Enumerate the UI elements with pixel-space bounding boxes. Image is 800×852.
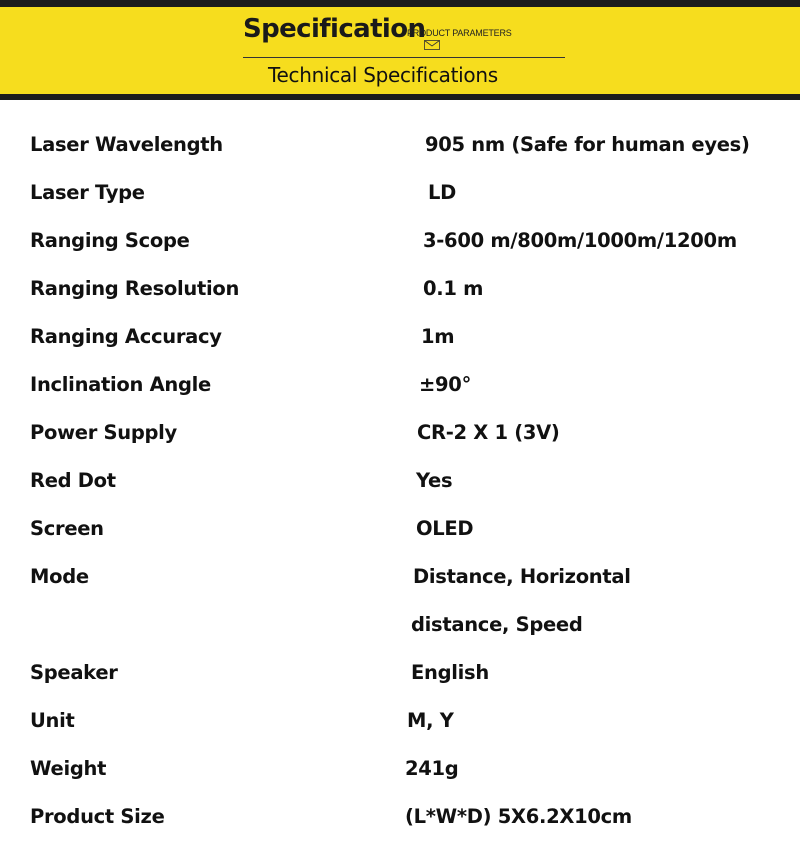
spec-value: Distance, Horizontal [413,565,631,588]
spec-value: (L*W*D) 5X6.2X10cm [405,805,632,828]
spec-row-laser-wavelength [0,121,800,169]
spec-value: Yes [416,469,453,492]
spec-value: 1m [421,325,455,348]
spec-row-product-size [0,793,800,841]
spec-label: Speaker [30,661,118,684]
spec-row-mode-continued [0,601,800,649]
spec-row-ranging-accuracy [0,313,800,361]
spec-label: Ranging Accuracy [30,325,222,348]
spec-value: LD [428,181,457,204]
spec-label: Ranging Scope [30,229,190,252]
spec-label: Power Supply [30,421,177,444]
spec-label: Laser Wavelength [30,133,223,156]
page-subtitle: Technical Specifications [268,63,498,87]
spec-label: Product Size [30,805,165,828]
spec-label: Inclination Angle [30,373,211,396]
spec-row-weight [0,745,800,793]
spec-value: OLED [416,517,474,540]
spec-row-unit [0,697,800,745]
spec-value: 3-600 m/800m/1000m/1200m [423,229,737,252]
envelope-icon [424,40,440,50]
spec-value: 905 nm (Safe for human eyes) [425,133,750,156]
spec-row-red-dot [0,457,800,505]
spec-label: Laser Type [30,181,145,204]
header-divider [243,57,565,58]
spec-label: Red Dot [30,469,116,492]
page-title: Specification [243,14,426,44]
spec-row-speaker [0,649,800,697]
spec-row-power-supply [0,409,800,457]
spec-row-ranging-scope [0,217,800,265]
spec-label: Weight [30,757,107,780]
spec-row-laser-type [0,169,800,217]
product-parameters-caption: PRODUCT PARAMETERS [407,28,512,38]
spec-label: Unit [30,709,75,732]
spec-value: 0.1 m [423,277,484,300]
spec-value: 241g [405,757,459,780]
spec-row-screen [0,505,800,553]
spec-value: M, Y [407,709,454,732]
spec-row-mode [0,553,800,601]
spec-value: English [411,661,489,684]
spec-label: Screen [30,517,104,540]
spec-row-ranging-resolution [0,265,800,313]
spec-label: Ranging Resolution [30,277,240,300]
spec-value: CR-2 X 1 (3V) [417,421,560,444]
spec-value: distance, Speed [411,613,583,636]
spec-label: Mode [30,565,89,588]
spec-value: ±90° [419,373,472,396]
spec-row-inclination-angle [0,361,800,409]
